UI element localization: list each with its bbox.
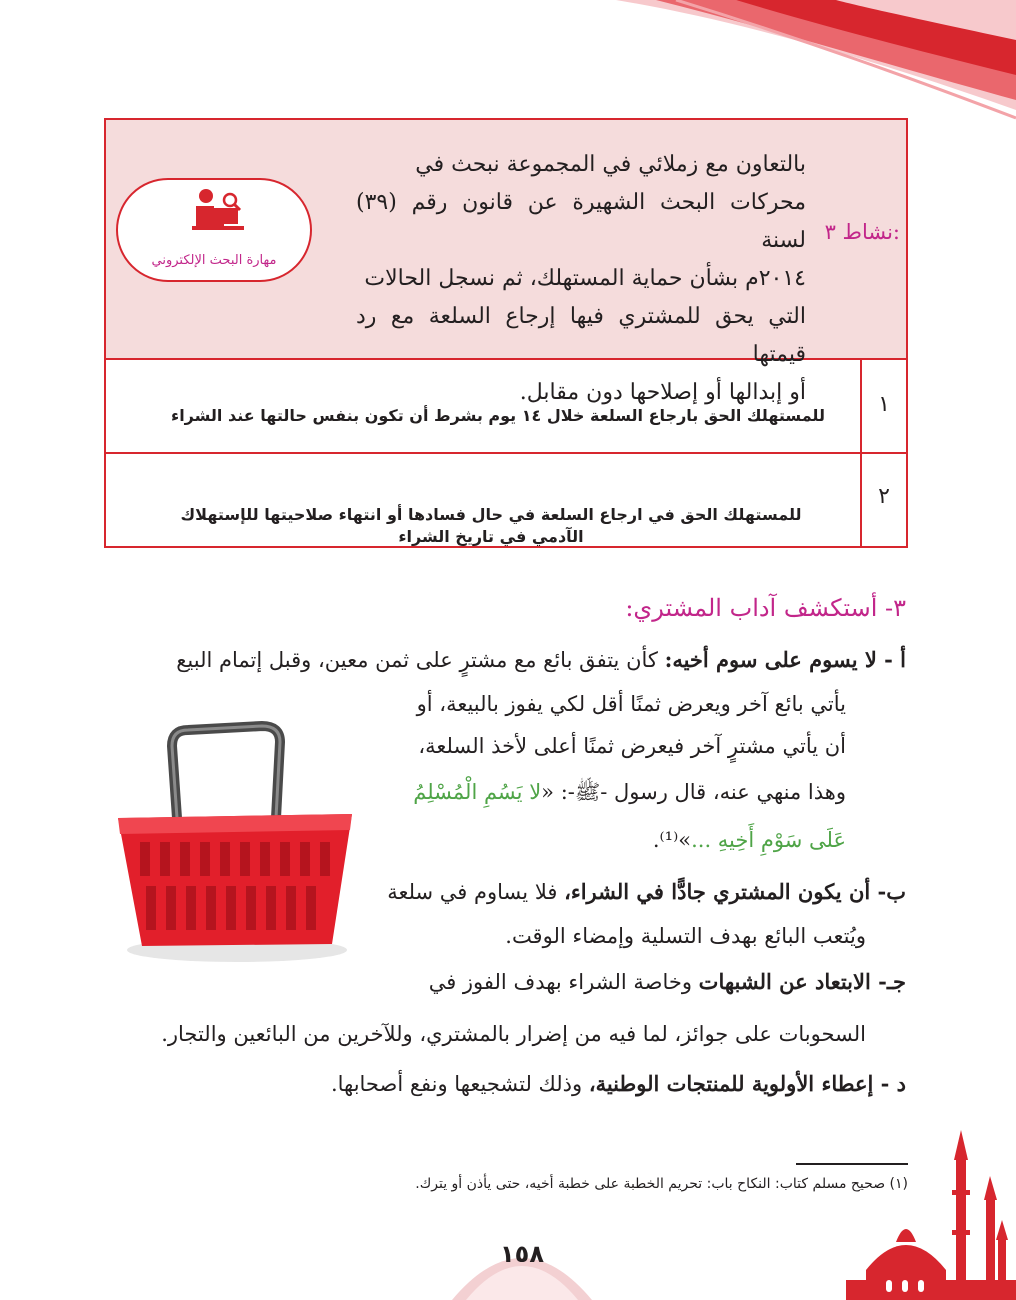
item-a-line: وهذا منهي عنه، قال رسول -ﷺ-: «لا يَسُمِ الْمُسْلِمُ — [413, 780, 846, 804]
item-a-line: أن يأتي مشترٍ آخر فيعرض ثمنًا أعلى لأخذ السلعة، — [418, 734, 846, 758]
shopping-basket-icon — [112, 718, 362, 968]
decorative-swoosh — [616, 0, 1016, 120]
researcher-computer-icon — [192, 186, 244, 240]
item-b-line: ب- أن يكون المشتري جادًّا في الشراء، فلا يساوم في سلعة — [387, 879, 906, 904]
activity-box — [104, 118, 908, 548]
activity-line: ٢٠١٤م بشأن حماية المستهلك، ثم نسجل الحالات — [364, 266, 806, 291]
item-d-line: د - إعطاء الأولوية للمنتجات الوطنية، وذلك لتشجيعها ونفع أصحابها. — [330, 1071, 906, 1096]
mosque-silhouette-icon — [846, 1120, 1016, 1300]
activity-label: نشاط ٣: — [824, 220, 900, 244]
item-d-title: د - إعطاء الأولوية للمنتجات الوطنية، — [588, 1071, 906, 1096]
item-b-title: ب- أن يكون المشتري جادًّا في الشراء، — [564, 879, 906, 904]
footnote: (١) صحيح مسلم كتاب: النكاح باب: تحريم الخطبة على خطبة أخيه، حتى يأذن أو يترك. — [415, 1176, 908, 1192]
skill-badge-label: مهارة البحث الإلكتروني — [151, 253, 277, 268]
hadith-text: لا يَسُمِ الْمُسْلِمُ — [413, 780, 542, 804]
skill-badge — [116, 178, 312, 282]
item-c-line: السحوبات على جوائز، لما فيه من إضرار بالمشتري، وللآخرين من البائعين والتجار. — [161, 1022, 866, 1046]
page-number: ١٥٨ — [500, 1240, 544, 1268]
answer-text: للمستهلك الحق في ارجاع السلعة في حال فسادها أو انتهاء صلاحيتها للإستهلاك الآدمي في تاريخ الشراء — [180, 505, 802, 546]
activity-line: التي يحق للمشتري فيها إرجاع السلعة مع رد قيمتها — [356, 304, 806, 367]
answer-text: للمستهلك الحق بارجاع السلعة خلال ١٤ يوم بشرط أن تكون بنفس حالتها عند الشراء — [171, 406, 825, 425]
item-a-title: أ - لا يسوم على سوم أخيه: — [664, 647, 906, 672]
page-number-badge — [442, 1226, 602, 1300]
item-c-title: جـ- الابتعاد عن الشبهات — [698, 969, 906, 994]
hadith-text: عَلَى سَوْمِ أَخِيهِ ... — [691, 828, 846, 852]
answer-row — [106, 454, 906, 546]
activity-line: أو إبدالها أو إصلاحها دون مقابل. — [519, 380, 806, 405]
item-a-line: يأتي بائع آخر ويعرض ثمنًا أقل لكي يفوز بالبيعة، أو — [416, 692, 846, 716]
answer-number: ١ — [860, 358, 906, 452]
answer-row — [106, 358, 906, 454]
item-a-line: أ - لا يسوم على سوم أخيه: كأن يتفق بائع مع مشترٍ على ثمن معين، وقبل إتمام البيع — [176, 647, 906, 672]
activity-line: بالتعاون مع زملائي في المجموعة نبحث في — [415, 152, 806, 177]
section-heading: ٣- أستكشف آداب المشتري: — [625, 594, 906, 622]
activity-line: محركات البحث الشهيرة عن قانون رقم (٣٩) لسنة — [356, 190, 806, 253]
answer-number: ٢ — [860, 454, 906, 546]
item-c-line: جـ- الابتعاد عن الشبهات وخاصة الشراء بهدف الفوز في — [428, 969, 906, 994]
item-b-line: ويُتعب البائع بهدف التسلية وإمضاء الوقت. — [505, 924, 866, 948]
activity-panel — [106, 120, 906, 405]
item-a-line: عَلَى سَوْمِ أَخِيهِ ...»⁽¹⁾. — [652, 828, 846, 852]
